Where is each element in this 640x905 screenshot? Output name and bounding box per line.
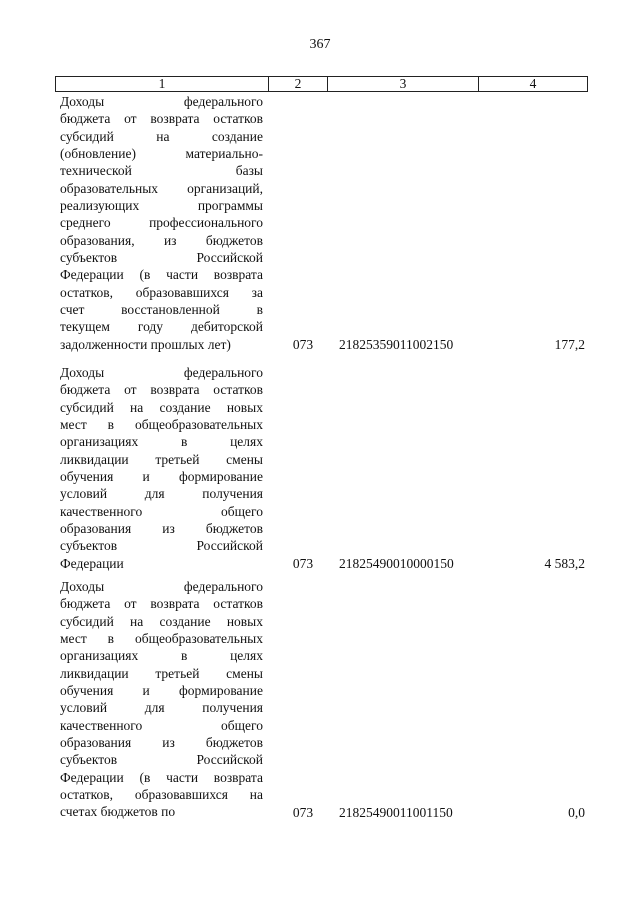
column-header-4: 4 bbox=[529, 76, 537, 91]
description-line: реализующих программы bbox=[60, 198, 263, 214]
row-kbk: 21825490011001150 bbox=[339, 804, 453, 820]
page-number: 367 bbox=[309, 37, 331, 52]
description-line: Федерации (в части возврата bbox=[60, 267, 263, 283]
description-line: условий для получения bbox=[60, 486, 263, 502]
description-line: качественного общего bbox=[60, 503, 263, 519]
description-line: образования, из бюджетов bbox=[60, 232, 263, 248]
description-line: остатков, образовавшихся за bbox=[60, 284, 263, 300]
description-line: Доходы федерального bbox=[60, 94, 263, 109]
description-line: качественного общего bbox=[60, 717, 263, 733]
row-kbk: 21825359011002150 bbox=[339, 336, 454, 352]
description-line: остатков, образовавшихся на bbox=[60, 787, 263, 803]
description-line: технической базы bbox=[60, 163, 263, 179]
column-header-3: 3 bbox=[328, 77, 479, 91]
description-line: (обновление) материально- bbox=[60, 146, 263, 162]
row-kbk: 21825490010000150 bbox=[339, 555, 454, 571]
row-description bbox=[60, 93, 263, 353]
column-header-2: 2 bbox=[269, 77, 328, 91]
description-line: счет восстановленной в bbox=[60, 302, 263, 318]
description-line: образования из бюджетов bbox=[60, 521, 263, 537]
description-line: мест в общеобразовательных bbox=[60, 417, 263, 433]
row-description bbox=[60, 578, 263, 821]
description-line: среднего профессионального bbox=[60, 215, 263, 231]
description-line: Доходы федерального bbox=[60, 365, 263, 380]
description-line: текущем году дебиторской bbox=[60, 319, 263, 335]
description-line: мест в общеобразовательных bbox=[60, 631, 263, 647]
table-header-row bbox=[55, 76, 588, 92]
row-code: 073 bbox=[292, 336, 314, 352]
description-line: образования из бюджетов bbox=[60, 735, 263, 751]
row-amount: 0,0 bbox=[568, 804, 585, 820]
description-line: счетах бюджетов по bbox=[60, 804, 176, 820]
description-line: обучения и формирование bbox=[60, 469, 263, 485]
description-line: Федерации (в части возврата bbox=[60, 769, 263, 785]
row-code: 073 bbox=[292, 555, 314, 571]
description-line: субъектов Российской bbox=[60, 250, 263, 266]
description-line: ликвидации третьей смены bbox=[60, 665, 263, 681]
row-amount: 177,2 bbox=[554, 336, 585, 352]
description-line: субъектов Российской bbox=[60, 538, 263, 554]
description-line: организациях в целях bbox=[60, 434, 263, 450]
description-line: обучения и формирование bbox=[60, 683, 263, 699]
description-line: ликвидации третьей смены bbox=[60, 451, 263, 467]
description-line: субсидий на создание новых bbox=[60, 613, 263, 629]
description-line: бюджета от возврата остатков bbox=[60, 382, 263, 398]
column-header-1: 1 bbox=[56, 77, 269, 91]
description-line: образовательных организаций, bbox=[60, 180, 263, 196]
row-description bbox=[60, 364, 263, 572]
row-code: 073 bbox=[292, 804, 314, 820]
description-line: субсидий на создание bbox=[60, 128, 263, 144]
description-line: субъектов Российской bbox=[60, 752, 263, 768]
description-line: задолженности прошлых лет) bbox=[60, 336, 231, 352]
description-line: Федерации bbox=[60, 555, 124, 571]
description-line: организациях в целях bbox=[60, 648, 263, 664]
description-line: бюджета от возврата остатков bbox=[60, 596, 263, 612]
description-line: Доходы федерального bbox=[60, 579, 263, 594]
description-line: условий для получения bbox=[60, 700, 263, 716]
description-line: субсидий на создание новых bbox=[60, 399, 263, 415]
description-line: бюджета от возврата остатков bbox=[60, 111, 263, 127]
row-amount: 4 583,2 bbox=[544, 555, 585, 571]
